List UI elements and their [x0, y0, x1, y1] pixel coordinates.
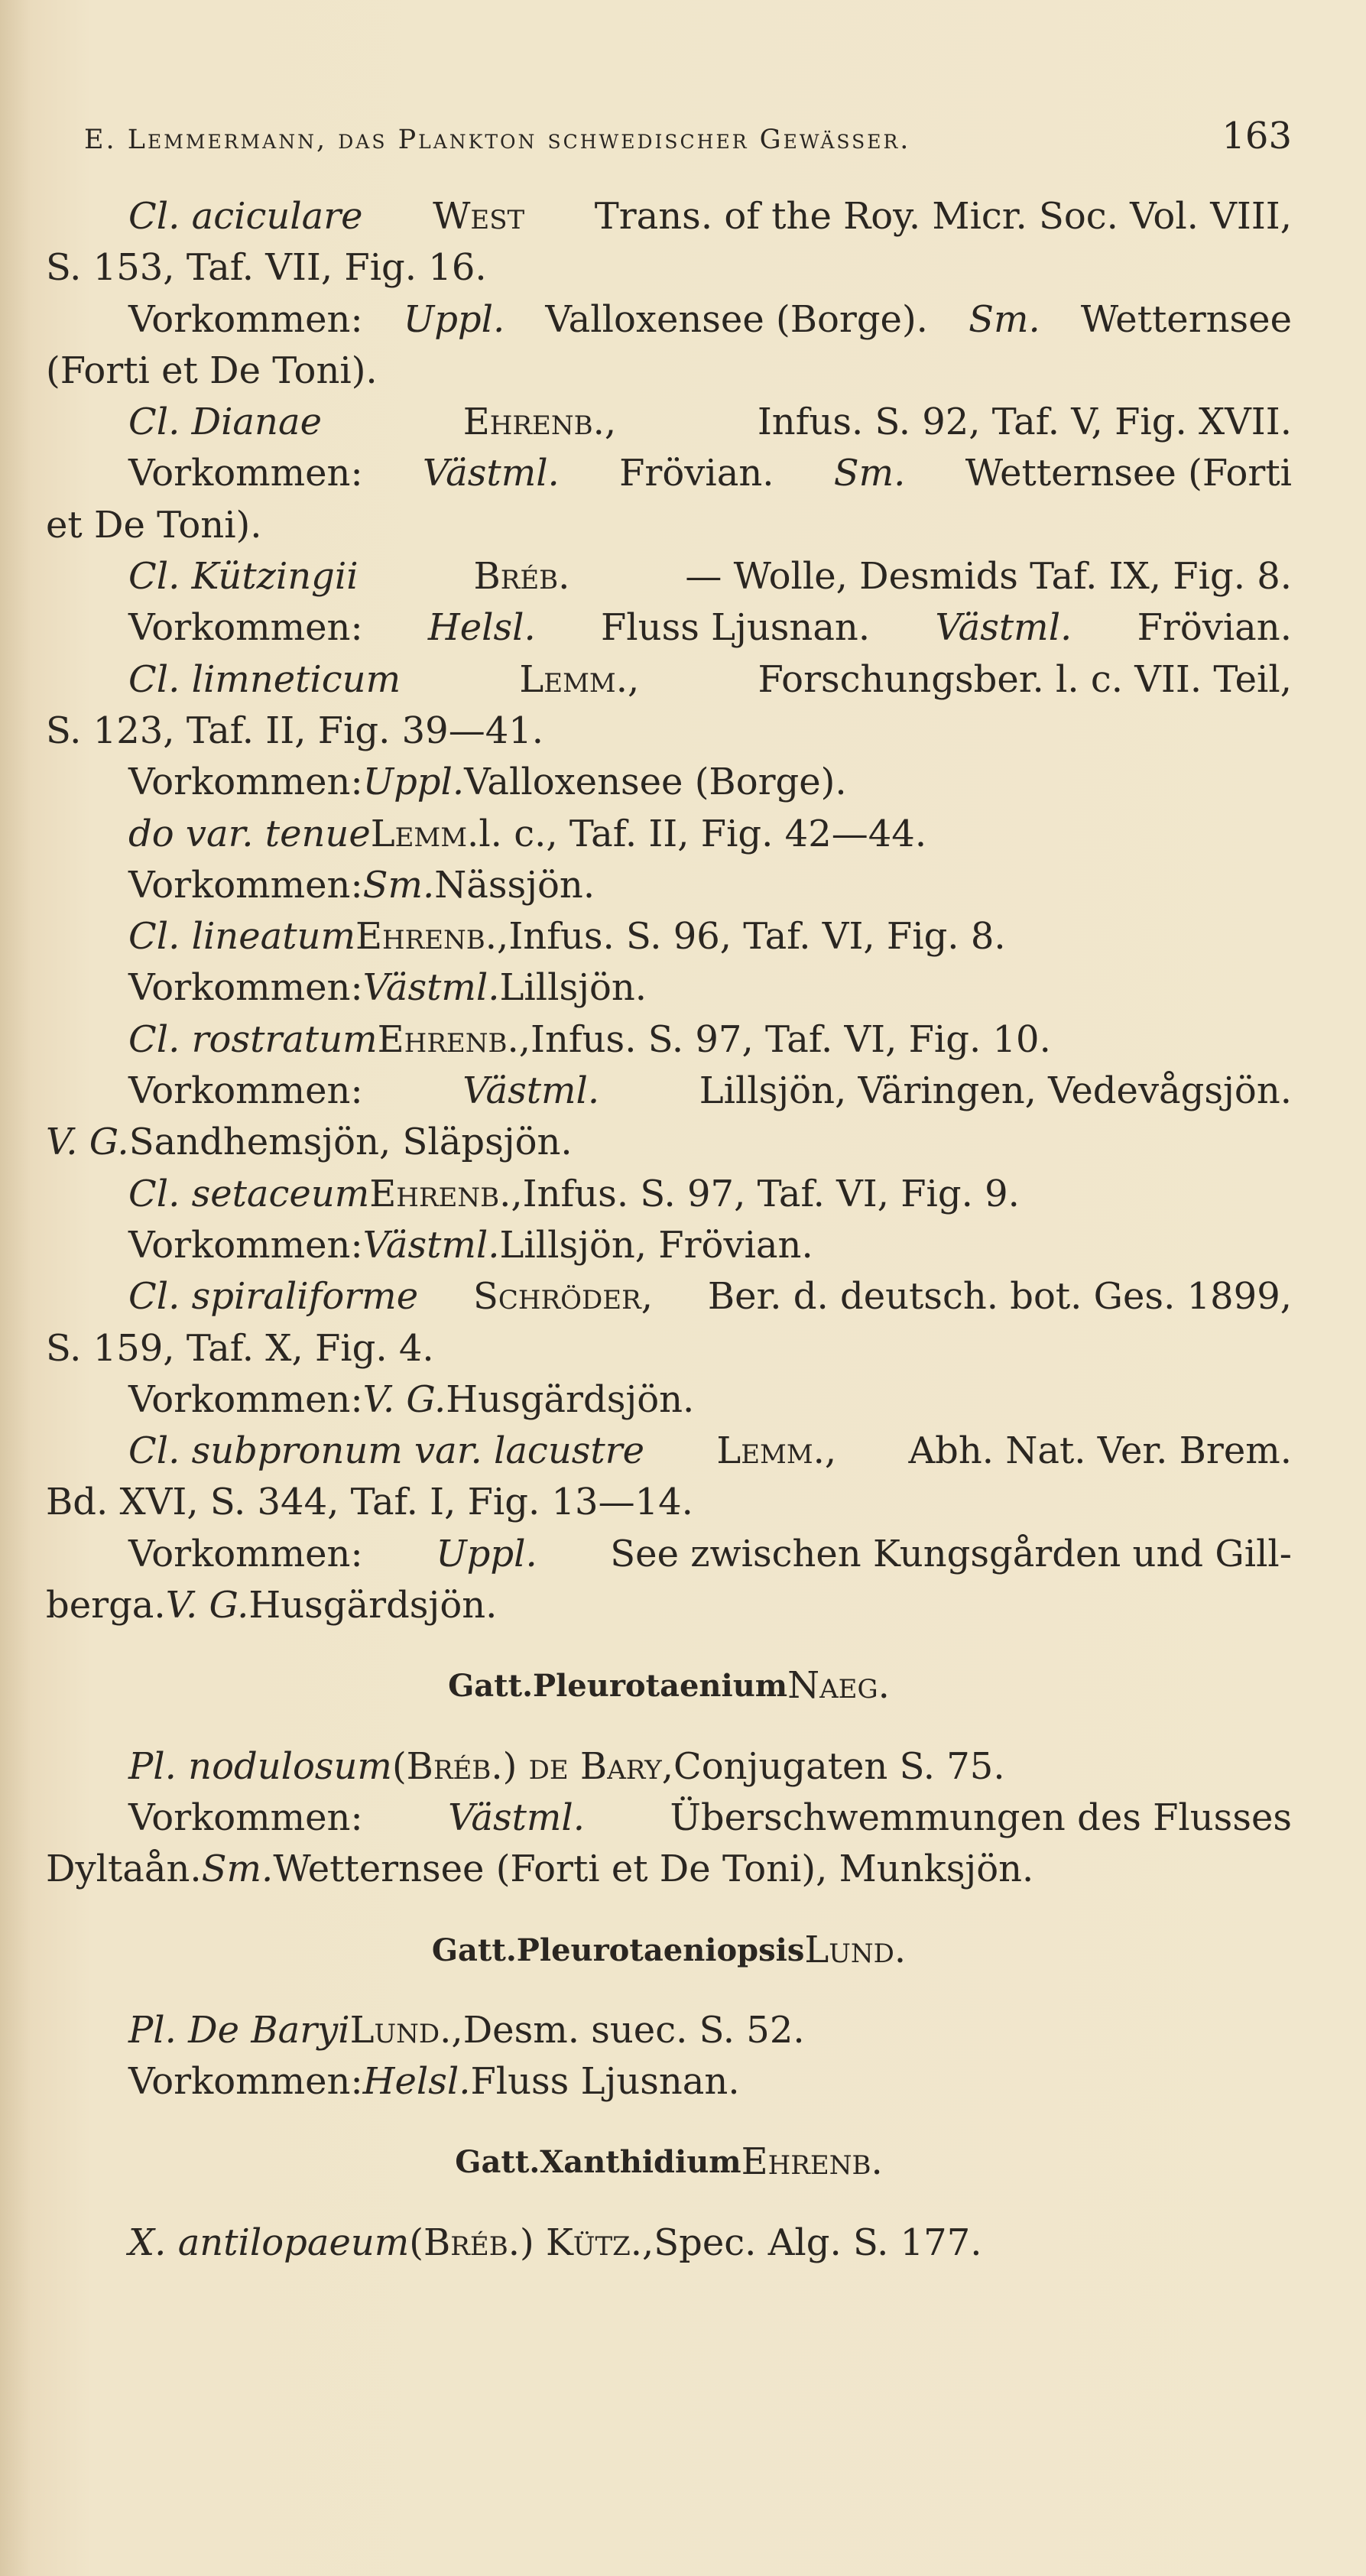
text-run: Sm.	[362, 863, 435, 907]
text-run: Lemm.,	[716, 1429, 837, 1473]
text-run: Wetternsee (Forti	[965, 452, 1292, 495]
page-header	[84, 115, 1292, 168]
text-run: Husgärdsjön.	[446, 1377, 695, 1421]
text-run: Überschwemmungen des Flusses	[670, 1796, 1292, 1839]
text-run: Gatt.	[431, 1932, 517, 1968]
text-run: Wetternsee	[1080, 297, 1292, 341]
text-run: Sandhemsjön, Släpsjön.	[128, 1121, 573, 1164]
text-run: Lillsjön, Frövian.	[499, 1223, 813, 1267]
text-line	[46, 962, 1292, 1014]
text-run: Nässjön.	[434, 863, 595, 907]
text-line	[46, 448, 1292, 499]
text-run: Cl. limneticum	[128, 657, 401, 701]
text-line	[46, 1323, 1292, 1374]
text-run: S. 123, Taf. II, Fig. 39—41.	[46, 709, 544, 752]
text-run: Vorkommen:	[128, 863, 363, 907]
text-run: Valloxensee (Borge).	[464, 761, 847, 804]
text-line	[46, 1426, 1292, 1477]
running-title: E. Lemmermann, das Plankton schwedischer Gewässer.	[84, 125, 911, 155]
text-line	[46, 2056, 1292, 2107]
text-run: Infus. S. 97, Taf. VI, Fig. 9.	[522, 1172, 1020, 1215]
text-line	[46, 191, 1292, 242]
text-line	[46, 654, 1292, 706]
text-run: do var. tenue	[128, 812, 371, 855]
text-run: Vorkommen:	[128, 1377, 363, 1421]
text-run: Vorkommen:	[128, 761, 363, 804]
page-number: 163	[1222, 115, 1292, 157]
text-run: Frövian.	[619, 452, 774, 495]
text-line	[46, 809, 1292, 860]
text-line	[46, 1792, 1292, 1844]
text-run: Vorkommen:	[128, 2060, 363, 2104]
text-run: Ehrenb.	[741, 2140, 883, 2184]
text-run: Infus. S. 96, Taf. VI, Fig. 8.	[508, 915, 1006, 959]
text-run: Lemm.,	[519, 657, 640, 701]
text-run: Lemm.	[370, 812, 479, 855]
text-run: Uppl.	[403, 297, 505, 341]
text-run: Ehrenb.,	[369, 1172, 523, 1215]
text-run: Helsl.	[427, 606, 536, 650]
text-run: Cl. Kützingii	[128, 555, 359, 599]
text-run: V. G.	[46, 1121, 129, 1164]
text-run: Infus. S. 92, Taf. V, Fig. XVII.	[757, 401, 1292, 444]
text-line	[46, 1580, 1292, 1631]
text-run: Vorkommen:	[128, 606, 363, 650]
text-run: Vorkommen:	[128, 1796, 363, 1839]
text-run: Naeg.	[787, 1664, 890, 1708]
text-run: Cl. lineatum	[128, 915, 355, 959]
text-line	[46, 1271, 1292, 1322]
text-run: Pleurotaeniopsis	[516, 1932, 805, 1968]
text-run: (Forti et De Toni).	[46, 349, 378, 392]
text-run: Conjugaten S. 75.	[673, 1744, 1005, 1788]
text-line	[46, 1477, 1292, 1528]
text-run: Pl. De Baryi	[128, 2008, 350, 2052]
text-run: et De Toni).	[46, 503, 262, 547]
text-run: Fluss Ljusnan.	[601, 606, 871, 650]
text-run: Gatt.	[455, 2144, 540, 2181]
text-line	[46, 1374, 1292, 1426]
text-run: Wetternsee (Forti et De Toni), Munksjön.	[273, 1848, 1034, 1891]
text-run: Västml.	[362, 966, 500, 1010]
body-text	[46, 191, 1292, 2269]
text-run: Fluss Ljusnan.	[470, 2060, 740, 2104]
text-run: Spec. Alg. S. 177.	[654, 2221, 982, 2264]
text-run: Vorkommen:	[128, 1532, 363, 1575]
text-run: Västml.	[448, 1796, 585, 1839]
text-run: S. 159, Taf. X, Fig. 4.	[46, 1326, 434, 1370]
text-run: See zwischen Kungsgården und Gill-	[610, 1532, 1292, 1575]
text-run: Sm.	[969, 297, 1040, 341]
text-line	[46, 397, 1292, 448]
text-run: Dyltaån.	[46, 1848, 202, 1891]
text-run: V. G.	[362, 1377, 446, 1421]
text-line	[46, 1169, 1292, 1220]
text-run: Valloxensee (Borge).	[545, 297, 928, 341]
text-line	[46, 551, 1292, 602]
text-run: Abh. Nat. Ver. Brem.	[908, 1429, 1292, 1473]
text-run: berga.	[46, 1584, 166, 1627]
text-run: Ehrenb.,	[355, 915, 509, 959]
text-run: l. c., Taf. II, Fig. 42—44.	[479, 812, 927, 855]
text-line	[46, 346, 1292, 397]
text-line	[46, 706, 1292, 757]
text-run: Cl. rostratum	[128, 1017, 378, 1061]
text-line	[46, 1844, 1292, 1895]
text-run: (Bréb.) Kütz.,	[409, 2221, 654, 2264]
text-run: S. 153, Taf. VII, Fig. 16.	[46, 246, 487, 290]
text-run: Västml.	[422, 452, 560, 495]
text-run: Bréb.	[473, 555, 570, 599]
text-run: Lillsjön.	[499, 966, 647, 1010]
text-line	[46, 602, 1292, 654]
text-run: Lillsjön, Väringen, Vedevågsjön.	[699, 1069, 1292, 1113]
text-line	[46, 860, 1292, 911]
text-line	[46, 1117, 1292, 1168]
text-run: Pleurotaenium	[533, 1668, 788, 1705]
text-run: West	[433, 195, 525, 238]
text-run: Lund.,	[349, 2008, 463, 2052]
text-run: Forschungsber. l. c. VII. Teil,	[758, 657, 1292, 701]
text-line	[46, 2005, 1292, 2056]
text-run: Cl. Dianae	[128, 401, 322, 444]
text-run: Västml.	[462, 1069, 600, 1113]
genus-heading	[46, 2136, 1292, 2188]
genus-heading	[46, 1925, 1292, 1976]
text-run: Schröder,	[473, 1275, 653, 1319]
text-run: Västml.	[935, 606, 1072, 650]
text-line	[46, 1220, 1292, 1271]
text-run: Infus. S. 97, Taf. VI, Fig. 10.	[531, 1017, 1051, 1061]
text-run: Sm.	[833, 452, 906, 495]
text-run: Cl. spiraliforme	[128, 1275, 419, 1319]
text-run: Cl. aciculare	[128, 195, 363, 238]
text-run: Cl. setaceum	[128, 1172, 370, 1215]
text-run: Pl. nodulosum	[128, 1744, 392, 1788]
text-line	[46, 1529, 1292, 1580]
text-run: Vorkommen:	[128, 297, 363, 341]
text-run: Cl. subpronum var. lacustre	[128, 1429, 644, 1473]
text-run: Husgärdsjön.	[248, 1584, 498, 1627]
text-line	[46, 1014, 1292, 1066]
text-line	[46, 911, 1292, 962]
text-run: Gatt.	[448, 1668, 534, 1705]
text-run: Uppl.	[362, 761, 465, 804]
text-line	[46, 1066, 1292, 1117]
text-run: Vorkommen:	[128, 1069, 363, 1113]
text-run: Lund.	[804, 1928, 907, 1971]
text-run: Trans. of the Roy. Micr. Soc. Vol. VIII,	[594, 195, 1292, 238]
text-run: Ehrenb.,	[462, 401, 617, 444]
text-run: (Bréb.) de Bary,	[391, 1744, 674, 1788]
text-run: X. antilopaeum	[128, 2221, 410, 2264]
text-line	[46, 242, 1292, 294]
text-run: Västml.	[362, 1223, 500, 1267]
text-line	[46, 500, 1292, 551]
text-run: Vorkommen:	[128, 1223, 363, 1267]
text-run: Vorkommen:	[128, 452, 363, 495]
text-line	[46, 757, 1292, 808]
text-line	[46, 294, 1292, 346]
text-run: Sm.	[201, 1848, 274, 1891]
text-line	[46, 2218, 1292, 2269]
text-run: Uppl.	[436, 1532, 537, 1575]
text-run: Frövian.	[1137, 606, 1292, 650]
text-run: Desm. suec. S. 52.	[462, 2008, 805, 2052]
text-run: Ehrenb.,	[377, 1017, 531, 1061]
text-run: Xanthidium	[540, 2144, 741, 2181]
genus-heading	[46, 1660, 1292, 1711]
text-line	[46, 1741, 1292, 1792]
text-run: — Wolle, Desmids Taf. IX, Fig. 8.	[685, 555, 1292, 599]
text-run: Vorkommen:	[128, 966, 363, 1010]
text-run: Helsl.	[362, 2060, 471, 2104]
text-run: Bd. XVI, S. 344, Taf. I, Fig. 13—14.	[46, 1481, 693, 1524]
text-run: Ber. d. deutsch. bot. Ges. 1899,	[707, 1275, 1292, 1319]
text-run: V. G.	[165, 1584, 249, 1627]
